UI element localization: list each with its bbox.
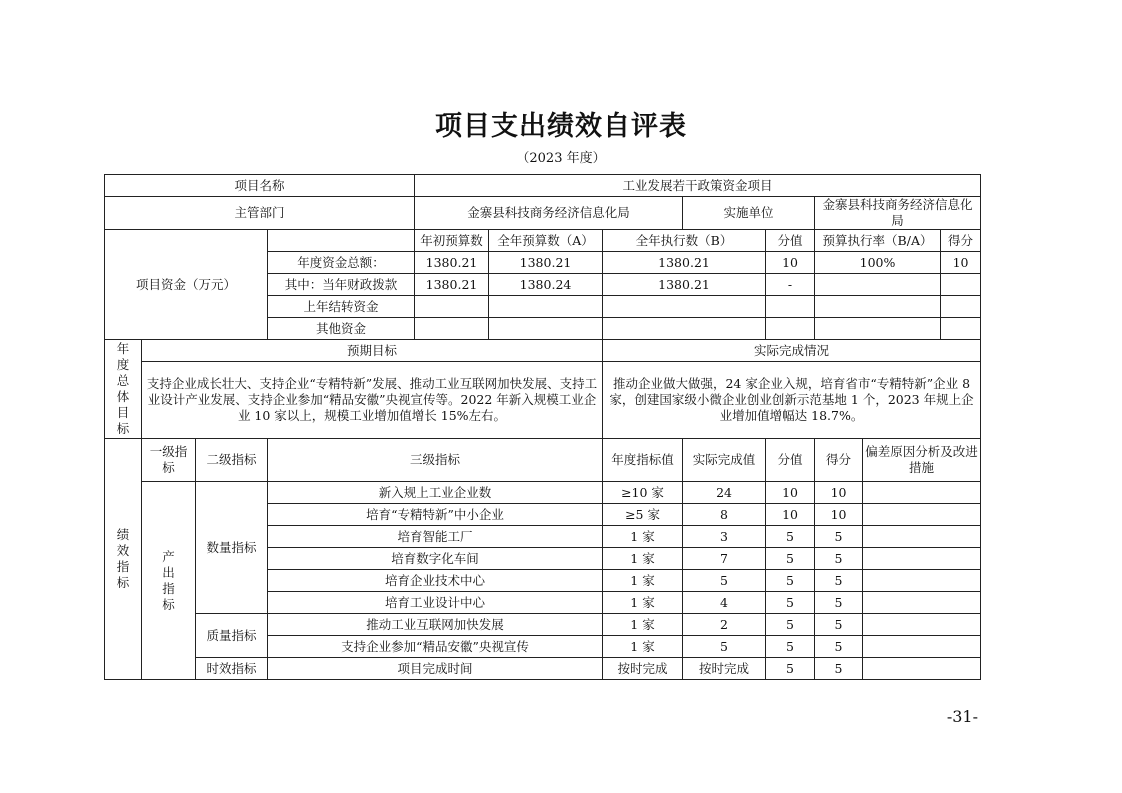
performance-label: 绩 效 指 标 <box>105 439 142 680</box>
funds-row-score <box>941 318 981 340</box>
funds-row-score-value <box>766 318 815 340</box>
project-name-label: 项目名称 <box>105 175 415 197</box>
indicator-actual: 5 <box>683 570 766 592</box>
indicator-score-value: 5 <box>766 636 815 658</box>
funds-row-label: 其中：当年财政拨款 <box>268 274 415 296</box>
funds-row-executed: 1380.21 <box>603 252 766 274</box>
indicator-name: 培育数字化车间 <box>268 548 603 570</box>
indicator-score-value: 5 <box>766 658 815 680</box>
funds-row-annual <box>489 296 603 318</box>
indicator-score: 5 <box>815 614 863 636</box>
funds-row-score: 10 <box>941 252 981 274</box>
funds-row-executed <box>603 296 766 318</box>
project-name-value: 工业发展若干政策资金项目 <box>415 175 981 197</box>
indicator-score-value: 5 <box>766 548 815 570</box>
indicator-target: 1 家 <box>603 592 683 614</box>
funds-row-annual <box>489 318 603 340</box>
indicator-score-value: 5 <box>766 592 815 614</box>
indicator-reason <box>863 570 981 592</box>
funds-row-initial: 1380.21 <box>415 252 489 274</box>
performance-evaluation-table <box>104 174 981 680</box>
funds-row-score-value: - <box>766 274 815 296</box>
indicator-actual: 4 <box>683 592 766 614</box>
funds-row-annual: 1380.21 <box>489 252 603 274</box>
indicator-score: 5 <box>815 636 863 658</box>
indicator-actual: 2 <box>683 614 766 636</box>
indicator-target: 1 家 <box>603 614 683 636</box>
department-label: 主管部门 <box>105 197 415 230</box>
expected-goal-header: 预期目标 <box>142 340 603 362</box>
indicator-target: 1 家 <box>603 570 683 592</box>
funds-header-score-value: 分值 <box>766 230 815 252</box>
department-row <box>105 197 981 230</box>
indicator-reason <box>863 592 981 614</box>
goals-header-row <box>105 340 981 362</box>
implementing-unit-value: 金寨县科技商务经济信息化局 <box>815 197 981 230</box>
indicator-actual: 按时完成 <box>683 658 766 680</box>
page-number: -31- <box>946 707 978 726</box>
implementing-unit-label: 实施单位 <box>683 197 815 230</box>
funds-row-score <box>941 296 981 318</box>
indicator-actual: 24 <box>683 482 766 504</box>
indicator-score-value: 10 <box>766 504 815 526</box>
actual-completion-header: 实际完成情况 <box>603 340 981 362</box>
indicator-reason <box>863 658 981 680</box>
indicator-name: 新入规上工业企业数 <box>268 482 603 504</box>
quantity-indicator-label: 数量指标 <box>196 482 268 614</box>
indicator-score: 5 <box>815 526 863 548</box>
funds-header-row <box>105 230 981 252</box>
indicator-target: 1 家 <box>603 526 683 548</box>
funds-row-initial: 1380.21 <box>415 274 489 296</box>
target-header: 年度指标值 <box>603 439 683 482</box>
indicator-score: 5 <box>815 592 863 614</box>
indicator-name: 培育智能工厂 <box>268 526 603 548</box>
funds-row-score <box>941 274 981 296</box>
funds-row-score-value: 10 <box>766 252 815 274</box>
indicator-score: 5 <box>815 658 863 680</box>
indicator-score: 10 <box>815 482 863 504</box>
indicator-name: 支持企业参加“精品安徽”央视宣传 <box>268 636 603 658</box>
funds-row-initial <box>415 296 489 318</box>
indicator-reason <box>863 548 981 570</box>
funds-row-label: 上年结转资金 <box>268 296 415 318</box>
funds-label: 项目资金（万元） <box>105 230 268 340</box>
funds-row-executed: 1380.21 <box>603 274 766 296</box>
indicator-reason <box>863 614 981 636</box>
indicator-target: ≥10 家 <box>603 482 683 504</box>
indicator-actual: 8 <box>683 504 766 526</box>
actual-completion-text: 推动企业做大做强，24 家企业入规，培育省市“专精特新”企业 8 家，创建国家级小微企业创业创新示范基地 1 个，2023 年规上企业增加值增幅达 18.7%。 <box>603 362 981 439</box>
indicator-score: 10 <box>815 504 863 526</box>
funds-row-executed <box>603 318 766 340</box>
level2-header: 二级指标 <box>196 439 268 482</box>
indicator-reason <box>863 636 981 658</box>
indicator-score-value: 5 <box>766 570 815 592</box>
indicator-target: ≥5 家 <box>603 504 683 526</box>
funds-row-score-value <box>766 296 815 318</box>
funds-row-rate <box>815 318 941 340</box>
goals-label: 年 度 总 体 目 标 <box>105 340 142 439</box>
indicator-target: 1 家 <box>603 548 683 570</box>
department-value: 金寨县科技商务经济信息化局 <box>415 197 683 230</box>
indicator-row <box>105 482 981 504</box>
indicators-header-row <box>105 439 981 482</box>
indicator-reason <box>863 482 981 504</box>
indicator-score-value: 5 <box>766 614 815 636</box>
indicator-name: 项目完成时间 <box>268 658 603 680</box>
funds-row-initial <box>415 318 489 340</box>
indicator-score: 5 <box>815 548 863 570</box>
project-name-row <box>105 175 981 197</box>
timeliness-indicator-label: 时效指标 <box>196 658 268 680</box>
funds-row-rate: 100% <box>815 252 941 274</box>
indicator-name: 培育工业设计中心 <box>268 592 603 614</box>
indicator-reason <box>863 504 981 526</box>
goals-content-row <box>105 362 981 439</box>
funds-row-label: 年度资金总额： <box>268 252 415 274</box>
reason-header: 偏差原因分析及改进措施 <box>863 439 981 482</box>
funds-header-rate: 预算执行率（B/A） <box>815 230 941 252</box>
funds-header-score: 得分 <box>941 230 981 252</box>
funds-header-initial: 年初预算数 <box>415 230 489 252</box>
indicator-row <box>105 614 981 636</box>
indicator-score-value: 5 <box>766 526 815 548</box>
indicator-actual: 3 <box>683 526 766 548</box>
funds-row-rate <box>815 296 941 318</box>
indicator-score-value: 10 <box>766 482 815 504</box>
level3-header: 三级指标 <box>268 439 603 482</box>
indicator-target: 按时完成 <box>603 658 683 680</box>
quality-indicator-label: 质量指标 <box>196 614 268 658</box>
indicator-target: 1 家 <box>603 636 683 658</box>
funds-header-annual: 全年预算数（A） <box>489 230 603 252</box>
indicator-score: 5 <box>815 570 863 592</box>
funds-row-annual: 1380.24 <box>489 274 603 296</box>
funds-row-label: 其他资金 <box>268 318 415 340</box>
indicator-row <box>105 658 981 680</box>
funds-header-executed: 全年执行数（B） <box>603 230 766 252</box>
indicator-reason <box>863 526 981 548</box>
indicator-actual: 7 <box>683 548 766 570</box>
actual-header: 实际完成值 <box>683 439 766 482</box>
score-value-header: 分值 <box>766 439 815 482</box>
indicator-actual: 5 <box>683 636 766 658</box>
page-subtitle: （2023 年度） <box>516 151 606 166</box>
page-title: 项目支出绩效自评表 <box>435 111 687 142</box>
level1-header: 一级指标 <box>142 439 196 482</box>
output-indicator-label: 产 出 指 标 <box>142 482 196 680</box>
funds-row-rate <box>815 274 941 296</box>
indicator-name: 推动工业互联网加快发展 <box>268 614 603 636</box>
indicator-name: 培育企业技术中心 <box>268 570 603 592</box>
score-header: 得分 <box>815 439 863 482</box>
expected-goal-text: 支持企业成长壮大、支持企业“专精特新”发展、推动工业互联网加快发展、支持工业设计产业发展、支持企业参加“精品安徽”央视宣传等。2022 年新入规模工业企业 10 家以上，规模工业增加值增长 15%左右。 <box>142 362 603 439</box>
indicator-name: 培育“专精特新”中小企业 <box>268 504 603 526</box>
funds-header-blank <box>268 230 415 252</box>
